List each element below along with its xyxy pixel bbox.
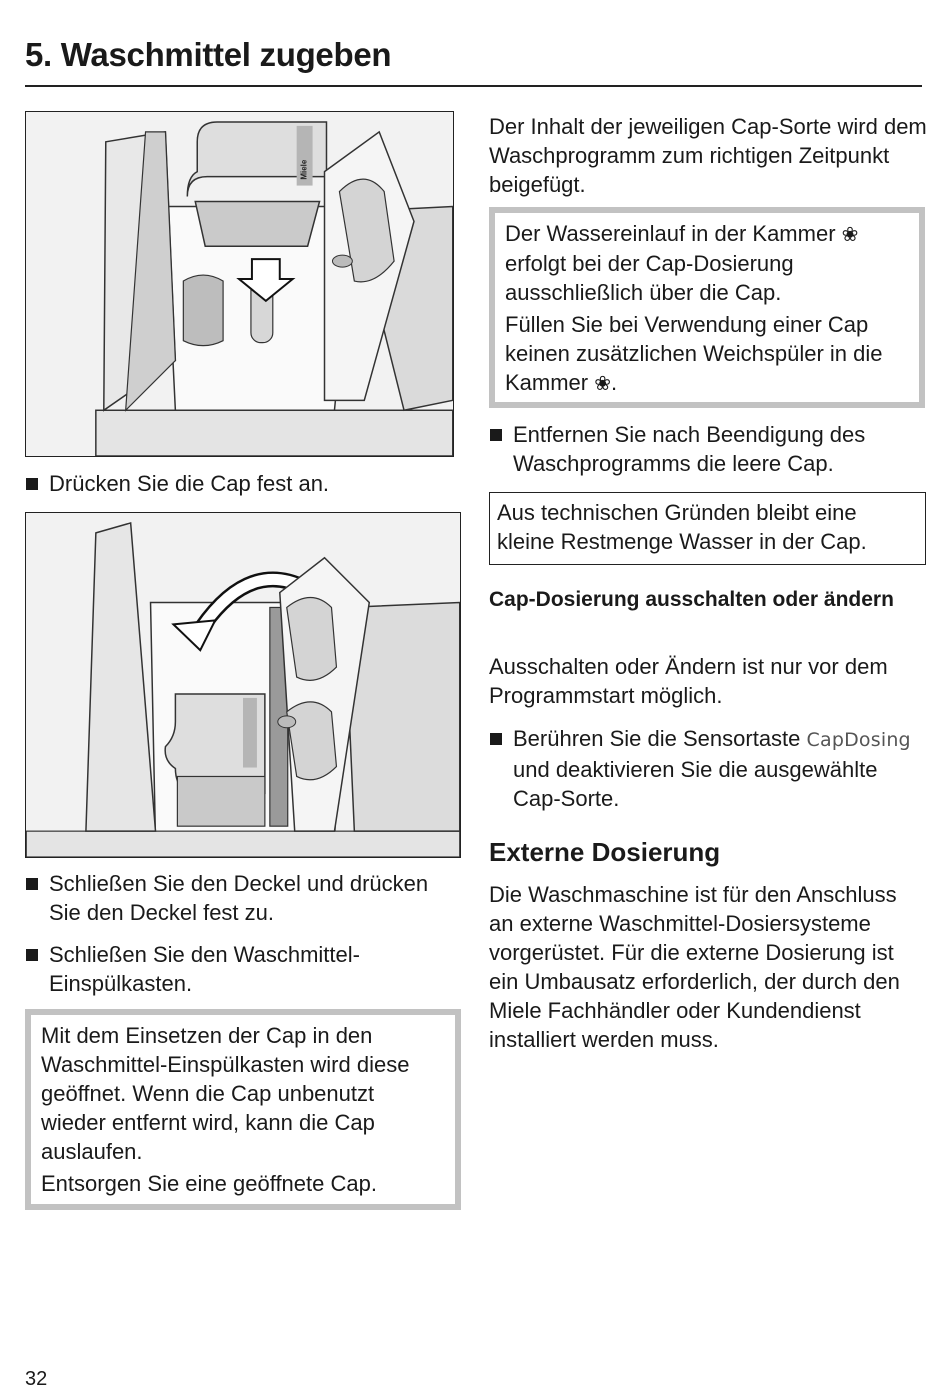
illustration-press-cap: [25, 111, 454, 457]
cap-brand-label: Miele: [299, 159, 309, 180]
bullet-sensor-key: [489, 724, 925, 813]
bullet-square-icon: [490, 429, 502, 441]
note-text: Füllen Sie bei Verwendung einer Cap keinen zusätzlichen Weichspüler in die Kammer: [505, 312, 883, 395]
flower-icon: ❀: [594, 371, 612, 395]
bullet-text: und deaktivieren Sie die ausgewählte Cap-Sorte.: [513, 757, 878, 811]
bullet-square-icon: [26, 878, 38, 890]
note-text: erfolgt bei der Cap-Dosierung ausschließlich über die Cap.: [505, 251, 794, 305]
bullet-close-lid: [25, 869, 455, 927]
bullet-square-icon: [26, 478, 38, 490]
bullet-text: Berühren Sie die Sensortaste: [513, 726, 807, 751]
bullet-text: Schließen Sie den Deckel und drücken Sie den Deckel fest zu.: [49, 871, 429, 925]
note-residual-water: Aus technischen Gründen bleibt eine kleine Restmenge Wasser in der Cap.: [489, 492, 926, 565]
bullet-text: Drücken Sie die Cap fest an.: [49, 471, 330, 496]
subheading-cap-dosing: Cap-Dosierung ausschalten oder ändern: [489, 588, 894, 611]
note-paragraph: Entsorgen Sie eine geöffnete Cap.: [41, 1171, 377, 1196]
note-paragraph: [505, 219, 909, 307]
bullet-square-icon: [26, 949, 38, 961]
flower-icon: ❀: [841, 222, 859, 246]
note-paragraph: [505, 310, 909, 398]
bullet-text: Schließen Sie den Waschmittel-Einspülkasten.: [49, 942, 360, 996]
illustration-close-lid: [25, 512, 461, 858]
title-rule: [25, 85, 922, 87]
bullet-press-cap: [25, 469, 455, 498]
note-text: Der Wassereinlauf in der Kammer: [505, 221, 842, 246]
intro-paragraph: Der Inhalt der jeweiligen Cap-Sorte wird dem Waschprogramm zum richtigen Zeitpunkt beigefügt.: [489, 114, 927, 197]
note-water-inlet: [489, 207, 925, 408]
page-number: 32: [25, 1368, 48, 1390]
bullet-text: Entfernen Sie nach Beendigung des Waschprogramms die leere Cap.: [513, 422, 866, 476]
subheading-paragraph: Ausschalten oder Ändern ist nur vor dem Programmstart möglich.: [489, 654, 888, 708]
note-paragraph: Mit dem Einsetzen der Cap in den Waschmittel-Einspülkasten wird diese geöffnet. Wenn die Cap unbenutzt wieder entfernt wird, kann die Cap auslaufen.: [41, 1023, 410, 1164]
bullet-close-drawer: [25, 940, 455, 998]
page-title: 5. Waschmittel zugeben: [25, 36, 392, 73]
note-text: .: [611, 370, 618, 395]
note-cap-opened: [25, 1009, 461, 1210]
section-paragraph: Die Waschmaschine ist für den Anschluss an externe Waschmittel-Dosiersysteme vorgerüstet. Für die externe Dosierung ist ein Umbausatz erforderlich, der durch den Miele Fachhändler oder Kundendienst installiert werden muss.: [489, 882, 900, 1052]
bullet-square-icon: [490, 733, 502, 745]
sensor-key-label: CapDosing: [806, 729, 911, 751]
section-title: Externe Dosierung: [489, 837, 721, 867]
bullet-remove-cap: [489, 420, 925, 478]
